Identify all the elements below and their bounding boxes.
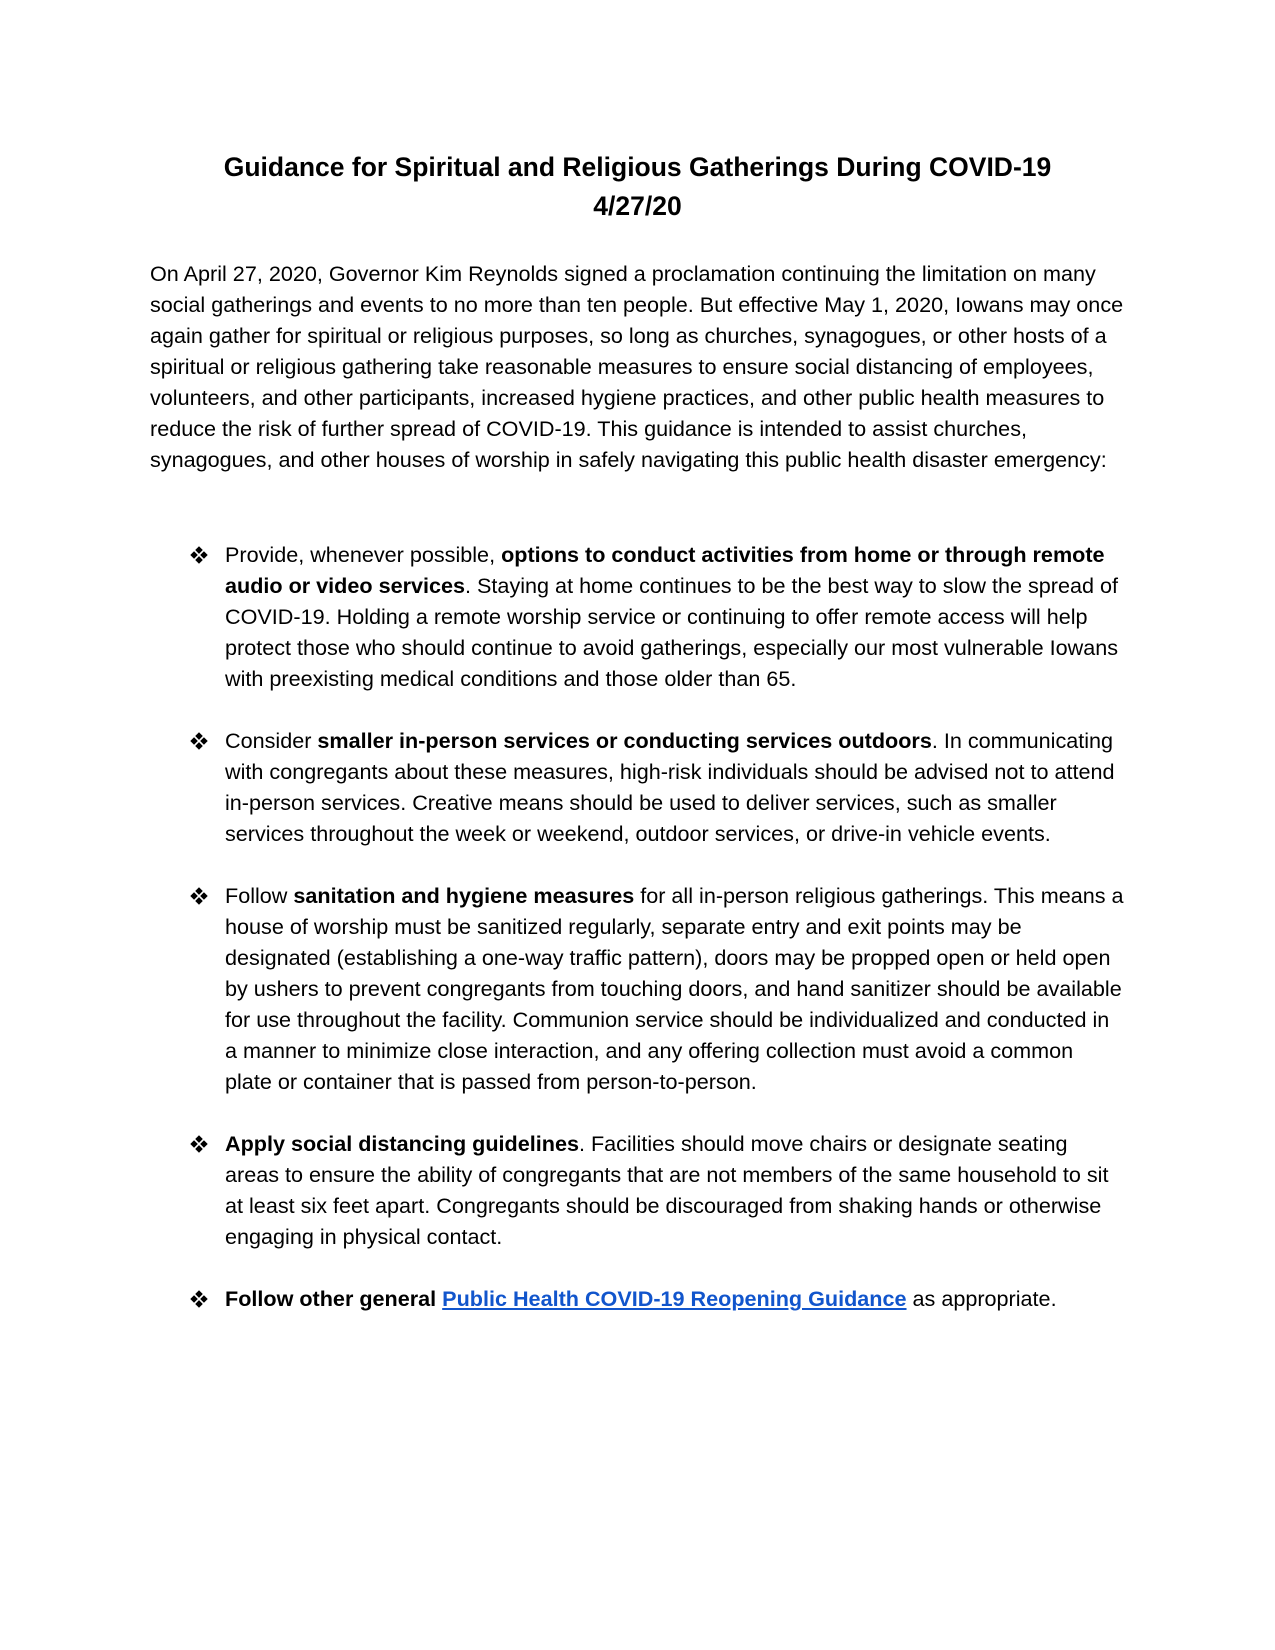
- guidance-item-pre: Follow: [225, 883, 294, 908]
- four-diamond-bullet-icon: [188, 725, 210, 756]
- four-diamond-bullet-icon: [188, 539, 210, 570]
- intro-paragraph: On April 27, 2020, Governor Kim Reynolds signed a proclamation continuing the limitation on many social gatherings and events to no more than ten people. But effective May 1, 2020, Iowans may once again gather for spiritual or religious purposes, so long as churches, synagogues, or other hosts of a spiritual or religious gathering take reasonable measures to ensure social distancing of employees, volunteers, and other participants, increased hygiene practices, and other public health measures to reduce the risk of further spread of COVID-19. This guidance is intended to assist churches, synagogues, and other houses of worship in safely navigating this public health disaster emergency:: [150, 261, 1124, 472]
- guidance-item-sanitation: [150, 880, 1125, 1097]
- guidance-item-pre: Provide, whenever possible,: [225, 542, 502, 567]
- document-title: [150, 148, 1125, 226]
- four-diamond-bullet-icon: [188, 1283, 210, 1314]
- guidance-list: [150, 539, 1125, 1345]
- guidance-item-bold: sanitation and hygiene measures: [293, 883, 635, 908]
- guidance-item-social-distancing: [150, 1128, 1125, 1252]
- guidance-item-bold: smaller in-person services or conducting services outdoors: [317, 728, 932, 753]
- guidance-item-text: . Staying at home continues to be the best way to slow the spread of COVID-19. Holding a remote worship service or continuing to offer remote access will help protect those who should continue to avoid gatherings, especially our most vulnerable Iowans with preexisting medical conditions and those older than 65.: [225, 573, 1119, 691]
- guidance-item-bold: Apply social distancing guidelines: [225, 1131, 579, 1156]
- guidance-item-bold: options to conduct activities from home or through remote audio or video services: [225, 542, 1105, 598]
- guidance-item-text: . Facilities should move chairs or designate seating areas to ensure the ability of congregants that are not members of the same household to sit at least six feet apart. Congregants should be discouraged from shaking hands or otherwise engaging in physical contact.: [225, 1131, 1109, 1249]
- guidance-item-text: as appropriate.: [906, 1286, 1057, 1311]
- guidance-item-text: . In communicating with congregants about these measures, high-risk individuals should be advised not to attend in-person services. Creative means should be used to deliver services, such as smaller services throughout the week or weekend, outdoor services, or drive-in vehicle events.: [225, 728, 1115, 846]
- four-diamond-bullet-icon: [188, 880, 210, 911]
- guidance-item-remote: [150, 539, 1125, 694]
- title-date: 4/27/20: [593, 191, 682, 221]
- guidance-item-text: for all in-person religious gatherings. This means a house of worship must be sanitized regularly, separate entry and exit points may be designated (establishing a one-way traffic pattern), doors may be propped open or held open by ushers to prevent congregants from touching doors, and hand sanitizer should be available for use throughout the facility. Communion service should be individualized and conducted in a manner to minimize close interaction, and any offering collection must avoid a common plate or container that is passed from person-to-person.: [225, 883, 1124, 1094]
- guidance-item-smaller-services: [150, 725, 1125, 849]
- guidance-item-pre: Consider: [225, 728, 318, 753]
- guidance-item-bold: Follow other general: [225, 1286, 443, 1311]
- reopening-guidance-link[interactable]: Public Health COVID-19 Reopening Guidance: [442, 1286, 907, 1311]
- guidance-item-reopening: [150, 1283, 1125, 1314]
- four-diamond-bullet-icon: [188, 1128, 210, 1159]
- title-line-1: Guidance for Spiritual and Religious Gatherings During COVID-19: [223, 152, 1052, 182]
